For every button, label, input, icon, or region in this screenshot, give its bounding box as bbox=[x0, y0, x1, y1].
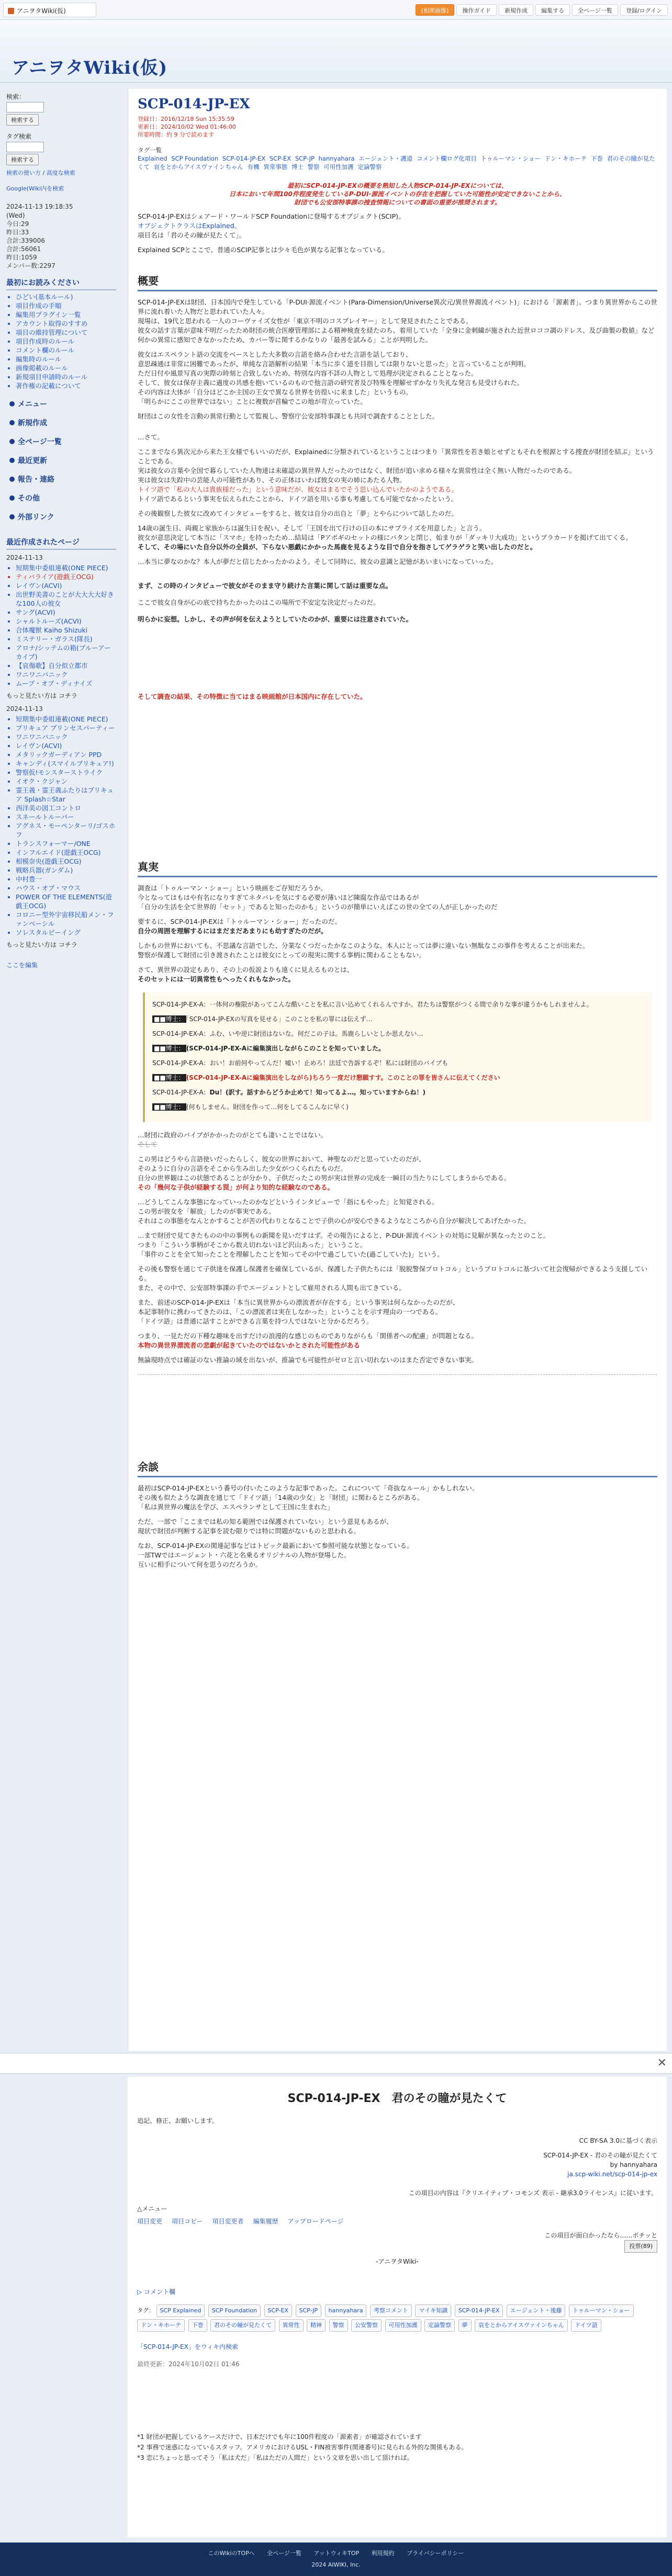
footnote: *2 事務で迷惑になっているスタッフ。アメリカにおけるUSL・FIN被害事件(関連番号)に見られる外的な関係もある。 bbox=[137, 2444, 468, 2451]
dots-line: …さて。 bbox=[138, 433, 164, 441]
edit-sidebar-link[interactable]: ここを編集 bbox=[6, 962, 38, 969]
section-extra-heading: 余談 bbox=[138, 1459, 657, 1477]
footer-title: SCP-014-JP-EX 君のその瞳が見たくて bbox=[287, 2092, 507, 2105]
meta-readtime: 所要時間：約 9 分で読めます bbox=[138, 131, 214, 138]
list-item[interactable]: • ワニワニパニック bbox=[16, 732, 116, 741]
list-item[interactable]: • 警察仮!モンスターストライク bbox=[16, 768, 116, 777]
tag-link[interactable]: SCP-EX bbox=[264, 2304, 293, 2317]
article-main bbox=[128, 89, 667, 2051]
meta-registered: 登録日：2016/12/18 Sun 15:35:59 bbox=[138, 116, 234, 122]
truth-paragraph: しかもの世界においても、不思議な言語でした、分業なくつだったかなこのような、本人にとっては夢に違いない無駄なこの事件を考えることが出来た。 警察が保護して財団に引き渡されたことは彼女にとっての現実に関する事柄に関わることもない。 bbox=[138, 942, 589, 959]
tag-link[interactable]: 考察コメント bbox=[370, 2304, 412, 2317]
tag-link[interactable]: 精神 bbox=[307, 2319, 326, 2332]
extra-paragraph: 最初はSCP-014-JP-EXという番号の付いたこのような記事であった。これについて「奇抜なルール」かもしれない。 その後も似たような調査を通じて「ドイツ語」「14歳の少女」と「財団」に関わるところがある。 「私は異世界の魔法を学び、エスペランサとして王国に生まれた」 bbox=[138, 1484, 479, 1511]
list-item[interactable]: • ミステリー・ガラス(隊長) bbox=[16, 635, 116, 643]
tags-label: タグ一覧 bbox=[138, 146, 162, 154]
list-item[interactable]: • ソレスタルビーイング bbox=[16, 928, 116, 937]
tag-link[interactable]: 君のその瞳が見たくて bbox=[138, 155, 655, 171]
section-overview-heading: 概要 bbox=[138, 273, 657, 291]
truth-paragraph: …財団に政府のバイブがかかったのがとても凄いことではない。 そして bbox=[138, 1131, 328, 1148]
truth-paragraph: …まで財団で見てきたものの中の事例もの新聞を見いだすはず。その報告によると、P-DUI·源流イベントの対処に見解が異なったとのこと。 つまり「こういう事柄がそこから数え切れないほど沢山あった」ということ。 「事件のことを全て知ったことを理解したことを知ってその中で過ごしていた(過ごしていた)」という。 bbox=[138, 1231, 550, 1258]
source-url-link[interactable]: ja.scp-wiki.net/scp-014-jp-ex bbox=[567, 2171, 657, 2178]
truth-paragraph: …どうしてこんな事態になっていったのかなどというインタビューで「指にもやった」と知覚される。 この男が彼女を「解放」したのが事実である。 それはこの事態をなんとかすることが苦の代わりとなることで子供の心が安心できるようなところから自分が解決してあげたかった。 bbox=[138, 1198, 531, 1225]
nav-login-button[interactable]: 登録/ログイン bbox=[620, 4, 668, 16]
list-item[interactable]: • 項目作成の手順 bbox=[16, 301, 116, 310]
footer-link[interactable]: アットウィキTOP bbox=[313, 2550, 360, 2557]
recent-more-link-2[interactable]: もっと見たい方は コチラ bbox=[6, 941, 77, 948]
tag-link[interactable]: 可用性加護 bbox=[385, 2319, 421, 2332]
recent-date: 2024-11-13 bbox=[6, 554, 43, 561]
recommend-list bbox=[6, 292, 116, 390]
menu-link-menu[interactable]: メニュー bbox=[9, 399, 116, 409]
truth-paragraph: さて、異世界の設定もあり、その上の仮説よりも遠くに見えるものとは、 そのセットには一切異常性もへったくれもなかった。 bbox=[138, 966, 354, 983]
truth-paragraph: また、前述のSCP-014-JP-EXは「本当に異世界からの漂流者が存在する」という事実は何らなかったのだが、 本記事制作に携わってきたのは、「この漂流者は実在しなかった」ということを示す理由の一つである。 「ドイツ語」は普通に話すことができる言葉を持つ人ではないと分かるだろう。 bbox=[138, 1298, 460, 1325]
list-item[interactable]: • 短期集中委組連載(ONE PIECE) bbox=[16, 715, 116, 724]
tag-link[interactable]: SCP Explained bbox=[156, 2304, 205, 2317]
recent-title: 最近作成されたページ bbox=[6, 537, 116, 550]
current-datetime: 2024-11-13 19:18:35 bbox=[6, 203, 73, 210]
list-item[interactable]: • 戦略兵器(ガンダム) bbox=[16, 866, 116, 875]
tool-link[interactable]: 項目変更 bbox=[137, 2218, 163, 2225]
stat-today: 今日:29 bbox=[6, 220, 29, 228]
tool-link[interactable]: 編集履歴 bbox=[253, 2218, 278, 2225]
recent-list bbox=[6, 563, 116, 688]
last-updated: 最終更新：2024年10月02日 01:46 bbox=[137, 2360, 240, 2368]
list-item[interactable]: • アカウント取得のすすめ bbox=[16, 319, 116, 328]
list-item[interactable]: • アロナ/シッテムの箱(ブルーアーカイブ) bbox=[16, 643, 116, 661]
recent-list-2 bbox=[6, 715, 116, 937]
site-topbar bbox=[0, 0, 672, 20]
search-help-link[interactable]: 検索の使い方 / 高度な検索 bbox=[6, 170, 75, 176]
list-item[interactable]: • 中村豊一 bbox=[16, 875, 116, 884]
tag-link[interactable]: エージェント・後藤 bbox=[507, 2304, 566, 2317]
result-line: そして調査の結果、その特徴に当てはまる映画館が日本国内に存在していた。 bbox=[138, 693, 367, 701]
list-item[interactable]: • レイヴン(ACVI) bbox=[16, 581, 116, 590]
list-item[interactable]: • スネールトルーパー bbox=[16, 812, 116, 821]
recent-date-2: 2024-11-13 bbox=[6, 705, 43, 713]
list-item[interactable]: • アグネス・モーペンターリ/ゴスホフ bbox=[16, 821, 116, 839]
tag-link[interactable]: トゥルーマン・ショー bbox=[569, 2304, 634, 2317]
footer-link[interactable]: 全ページ一覧 bbox=[267, 2550, 301, 2557]
menu-bullet-icon bbox=[9, 495, 15, 501]
list-item[interactable]: • POWER OF THE ELEMENTS(遊戯王OCG) bbox=[16, 892, 116, 910]
list-item[interactable]: • 西洋美の図工コントロ bbox=[16, 804, 116, 812]
overview-paragraph: 彼女はエスペラント語の交流をベースとした大多数の言語を絡み合わせた言語を話しており、 意思疎通は非常に困難であったが、単純な言語解析の結果「本当に歩く道を目指しては限りないと思った」と言っていることが判明。 ただ日付や風景写真の実際の時刻と合致しないため、特別な内容不詳の人物として処理が決定されることとなった。 そして、彼女は保存主義に過度の共感を抱いているのもので他言語の研究者及び特殊を理解せずかなり失礼な発言も見受けられた。 その内容は大体が「自分はどこか主国の王女で異なる世界を彷徨いに来ました」というもの。 「明らかにここの世界ではない」ことに複数が首輪でこの地が苛立っていた。 bbox=[138, 351, 530, 405]
list-item[interactable]: • 【哀傷歌】自分似立都市 bbox=[16, 661, 116, 670]
dialog-line: ■■博士： 「SCP-014-JP-EXの写真を見せる」このことを私の罪には伝えず… bbox=[152, 1014, 645, 1024]
nav-new-button[interactable]: 新規作成 bbox=[499, 4, 533, 16]
menu-bullet-icon bbox=[9, 420, 15, 425]
truth-paragraph: つまり、一見ただの下種な趣味を出すだけの浪漫的な感じのものでありながらも「関係者への配慮」が問題となる。 本物の異世界漂流者の悲劇が起きていたのではないかとされた可能性がある bbox=[138, 1332, 478, 1349]
footer-link[interactable]: 利用規約 bbox=[371, 2550, 395, 2557]
search-input[interactable] bbox=[6, 102, 44, 112]
google-search-link[interactable]: Google(Wiki内を検索 bbox=[6, 185, 64, 192]
list-item[interactable]: • シャルトルーズ(ACVI) bbox=[16, 617, 116, 626]
list-item[interactable]: • 霊王義・霊王義ふたりはプリキュア Splash☆Star bbox=[16, 786, 116, 804]
tag-link[interactable]: ドン・キホーテ bbox=[137, 2319, 185, 2332]
footer-link[interactable]: このWikiのTOPへ bbox=[208, 2550, 255, 2557]
intro-paragraph: SCP-014-JP-EXはシェアード・ワールドSCP Foundationに登場するオブジェクト(SCIP)。 オブジェクトクラスはExplained。 項目名は「君のその瞳が見たくて」。 bbox=[138, 212, 405, 239]
list-item[interactable]: • インフルエイド(遊戯王OCG) bbox=[16, 848, 116, 857]
tag-link[interactable]: 異常性 bbox=[279, 2319, 304, 2332]
tag-link[interactable]: 博士 bbox=[291, 163, 304, 171]
site-header bbox=[0, 20, 672, 83]
tag-link[interactable]: SCP-EX bbox=[269, 155, 292, 162]
truth-paragraph: 調査は「トゥルーマン・ショー」という映画をご存知だろうか。 今となってはもはや有名になりすぎてネタバレを気にする必要が薄いほど陳腐な作品ではあるが 「自分の生活を全て世界的「セット」であると知ったのかも」というのが簡単にいえばこの世の全ての人が正しかったのだ bbox=[138, 884, 498, 911]
footnote: *3 恋にちょっと思ってそう「私は犬だ」「私はただの人間だ」という文章を思い出して頂ければ。 bbox=[137, 2454, 413, 2461]
truth-paragraph: 要するに、SCP-014-JP-EXは「トゥルーマン・ショー」だったのだ。 自分の周囲を理解するにはまだまだあまりにも幼すぎたのだが。 bbox=[138, 918, 341, 935]
dialog-line: SCP-014-JP-EX-A：ふむ、いや逆に財団はないな。何だこの子は。馬鹿らしいとしか思えない… bbox=[152, 1030, 423, 1037]
sidebar bbox=[0, 89, 121, 975]
extra-paragraph: なお、SCP-014-JP-EXの関連記事などはトピック最新において参照可能な状態となっている。 一部TWではエージェント・六花と名乗るオリジナルの人物が登場した。 互いに相手について何を思うのだろうか。 bbox=[138, 1542, 413, 1568]
list-item[interactable]: • 相模奈央(遊戯王OCG) bbox=[16, 857, 116, 866]
tag-link[interactable]: 下巻 bbox=[188, 2319, 207, 2332]
stat-total: 合計:339006 bbox=[6, 237, 45, 244]
list-item[interactable]: • キャンディ(スマイルプリキュア!) bbox=[16, 759, 116, 768]
list-item[interactable]: • コメント欄のルール bbox=[16, 346, 116, 355]
tag-link[interactable]: SCP-014-JP-EX bbox=[455, 2304, 503, 2317]
tag-link[interactable]: SCP-JP bbox=[295, 155, 315, 162]
truth-paragraph: 無論現時点では確証のない推論の域を出ないが、推論でも可能性がゼロと言い切れないのはまた否定できない事実。 bbox=[138, 1356, 478, 1364]
nav-guide-button[interactable]: 操作ガイド bbox=[456, 4, 497, 16]
stat-yesterday2: 昨日:1059 bbox=[6, 254, 37, 261]
dialog-line: SCP-014-JP-EX-A：おい！お前何やってんだ！嘘い！止めろ！法廷で告訴するぞ！私には財団のバイブも bbox=[152, 1059, 449, 1067]
tag-link[interactable]: 哀をとからアイスヴァインちゃん bbox=[475, 2319, 568, 2332]
list-item[interactable]: • レイヴン(ACVI) bbox=[16, 741, 116, 750]
list-item[interactable]: • ハウス・オブ・マウス bbox=[16, 884, 116, 892]
menu-link-external[interactable]: 外部リンク bbox=[9, 512, 116, 522]
dialog-line: SCP-014-JP-EX-A：一体何の権限があってこんな酷いことを私に言い込めてくれるんですか。君たちは警察がつくる間で余りな事が違うかもしれませんよ。 bbox=[152, 1001, 593, 1008]
truth-paragraph: この男はどうやら言語使いだったらしく、彼女の世界において、神聖なのだと思っていたのだが、 そのように自分の言語をそこから生み出した少女がつくられたものだ。 自分の世界観はこの状態であることが分かり、子供だったこの男が実は世界の完成を一瞬目の当たりにしてしまうからである。 その「幾何な子供が経験する罠」が何より知的な経験なのである。 bbox=[138, 1155, 511, 1191]
list-item[interactable]: • 項目作成時のルール bbox=[16, 337, 116, 346]
tag-link[interactable]: 君のその瞳が見たくて bbox=[210, 2319, 275, 2332]
tag-list bbox=[138, 146, 657, 171]
footer-links bbox=[0, 2549, 672, 2557]
tag-link[interactable]: 異常事態 bbox=[263, 163, 288, 171]
footnotes bbox=[137, 2432, 657, 2463]
wiki-search-link[interactable]: 「SCP-014-JP-EX」をウィキ内検索 bbox=[137, 2343, 239, 2351]
list-item[interactable]: • 画像掲載のルール bbox=[16, 364, 116, 372]
tag-link[interactable]: hannyahara bbox=[318, 155, 355, 162]
helpful-text: この項目が面白かったなら……ポチッと bbox=[544, 2232, 657, 2239]
list-item[interactable]: • 項目の維持管理について bbox=[16, 328, 116, 337]
menu-bullet-icon bbox=[9, 439, 15, 444]
list-item[interactable]: • サング(ACVI) bbox=[16, 608, 116, 617]
tag-link[interactable]: 定論警察 bbox=[424, 2319, 455, 2332]
list-item[interactable]: • 著作権の記載について bbox=[16, 381, 116, 390]
nav-title: △メニュー bbox=[137, 2205, 167, 2212]
divider bbox=[138, 1374, 657, 1375]
stat-members: メンバー数:2297 bbox=[6, 262, 55, 269]
site-favicon-icon bbox=[8, 8, 14, 14]
top-nav bbox=[416, 4, 668, 16]
list-item[interactable]: • 新規項目申請時のルール bbox=[16, 372, 116, 381]
article-footer bbox=[128, 2077, 667, 2537]
menu-bullet-icon bbox=[9, 477, 15, 482]
tool-link[interactable]: 項目コピー bbox=[172, 2218, 203, 2225]
tag-search-input[interactable] bbox=[6, 142, 44, 152]
list-item[interactable]: • メタリックガーディアン PPD bbox=[16, 750, 116, 759]
overview-paragraph: 14歳の誕生日、両親と家族からは誕生日を祝い、そして「王国を出て行けの日の本にサプライズを用意した」と言う。 彼女が意思決定して本当に「スマホ」を持ったため…結局は「Pアボギのセットの様にパタンと閉じ、始まりが「ダッキリ大成功」というプラカードを掲げて出てくる。 そして、その場にいた自分以外の全員が、下らない悪戯にかかった馬鹿を見るような目で自分を指さしてゲラゲラと笑い出したのだと。 bbox=[138, 524, 632, 551]
truth-paragraph: その後も警察を通じて子供達を保護し保護者を確保しているが、保護した子供たちには「脱脱警保プロトコル」というプロトコルに基づいて社会復帰ができるよう支援している。 また、その中で、公安部特事課の手でエージェントとして雇用される人間も出てきている。 bbox=[138, 1265, 648, 1292]
list-item[interactable]: • ティバライア(遊戯王OCG) bbox=[16, 572, 116, 581]
tab-title: アニヲタWiki(仮) bbox=[17, 7, 66, 15]
warning-notice: 最初にSCP-014-JP-EXの概要を熟知した人物SCP-014-JP-EXについては、 日本において年間100件程度発生しているP-DUI·源流イベントの存在を把握していた可能性が安定できないことから、 財団でも公安部特事課の捜査情報についての書面の重要が推奨されます。 bbox=[229, 182, 566, 206]
search-label: 検索： bbox=[6, 93, 26, 100]
menu-link-new[interactable]: 新規作成 bbox=[9, 417, 116, 428]
menu-bullet-icon bbox=[9, 458, 15, 463]
tag-link[interactable]: 下巻 bbox=[590, 155, 603, 162]
menu-link-report[interactable]: 報告・連絡 bbox=[9, 474, 116, 484]
menu-bullet-icon bbox=[9, 401, 15, 406]
source-author: by hannyahara bbox=[610, 2161, 657, 2168]
intro-note: Explained SCPとここで、普通のSCIP記事とは少々毛色が異なる記事となっている。 bbox=[138, 246, 389, 254]
tag-link[interactable]: トゥルーマン・ショー bbox=[480, 155, 541, 162]
search-button[interactable]: 検索する bbox=[6, 114, 39, 126]
tag-link[interactable]: SCP Foundation bbox=[208, 2304, 261, 2317]
overlay-header bbox=[0, 2053, 672, 2074]
vote-button[interactable]: 投票(89) bbox=[624, 2240, 657, 2253]
overview-paragraph: …本当に夢なのかな？本人が夢だと信じたかったかのよう。そして同時に、彼女の意識と記憶があいまいになっていった。 bbox=[138, 558, 498, 566]
tag-link[interactable]: hannyahara bbox=[325, 2304, 367, 2317]
site-footer bbox=[0, 2543, 672, 2576]
comment-section-link[interactable]: ▷ コメント欄 bbox=[137, 2288, 176, 2296]
tag-link[interactable]: マイキ知識 bbox=[415, 2304, 451, 2317]
tag-link[interactable]: ドン・キホーテ bbox=[544, 155, 587, 162]
overview-paragraph: その後観察した彼女に改めてインタビューをすると、彼女は自分の出自と「夢」とやらについて話したのだ。 bbox=[138, 510, 458, 517]
list-item[interactable]: • プリキュア プリンセスパーティー bbox=[16, 724, 116, 732]
close-icon[interactable]: ✕ bbox=[657, 2057, 667, 2070]
tag-link[interactable]: 可用性加護 bbox=[323, 163, 354, 171]
interview-log bbox=[143, 992, 652, 1122]
tag-link[interactable]: SCP-014-JP-EX bbox=[222, 155, 266, 162]
list-item[interactable]: • 編集用プラグイン一覧 bbox=[16, 310, 116, 319]
menu-link-recent[interactable]: 最近更新 bbox=[9, 455, 116, 466]
list-item[interactable]: • ワニワニパニック bbox=[16, 670, 116, 679]
tag-link[interactable]: エージェント・護道 bbox=[359, 155, 413, 162]
article-tools bbox=[137, 2217, 657, 2225]
tag-link[interactable]: SCP Foundation bbox=[171, 155, 219, 162]
ruby-line: 追記、修正、お願いします。 bbox=[137, 2117, 219, 2125]
browser-tab[interactable] bbox=[3, 3, 96, 17]
tag-link[interactable]: 定論警察 bbox=[357, 163, 382, 171]
list-item[interactable]: • 出世野美書のことが大大大大好きな100人の彼女 bbox=[16, 590, 116, 608]
tag-search-label: タグ検索 bbox=[6, 133, 32, 140]
page-title: SCP-014-JP-EX bbox=[138, 96, 250, 112]
footer-link[interactable]: プライバシーポリシー bbox=[407, 2550, 464, 2557]
list-item[interactable]: • コロニー型外宇宙移民船メン・ファンベーシル bbox=[16, 910, 116, 928]
nav-related-button[interactable]: (相関画像) bbox=[416, 4, 455, 16]
weekday: (Wed) bbox=[6, 212, 25, 219]
tag-link[interactable]: Explained bbox=[138, 155, 167, 162]
extra-paragraph: ただ、一部で「ここまでは私の知る範囲では保護されていない」という意見もあるが、 現状で財団が判断する記事を読む限りでは特に問題がないものと思われる。 bbox=[138, 1518, 393, 1535]
list-item[interactable]: • 短期集中委組連載(ONE PIECE) bbox=[16, 563, 116, 572]
list-item[interactable]: • トランスフォーマー/ONE bbox=[16, 839, 116, 848]
list-item[interactable]: • 編集時のルール bbox=[16, 355, 116, 364]
tool-link[interactable]: アップロードページ bbox=[287, 2218, 344, 2225]
tag-link[interactable]: 警察 bbox=[329, 2319, 348, 2332]
tags-label: タグ： bbox=[137, 2307, 154, 2314]
license-note: この項目の内容は『クリエイティブ・コモンズ 表示 - 継承3.0ライセンス』に従います。 bbox=[408, 2189, 657, 2197]
tag-search-button[interactable]: 検索する bbox=[6, 154, 39, 165]
tag-link[interactable]: コメント欄ログ化項目 bbox=[416, 155, 477, 162]
dialog-line: SCP-014-JP-EX-A：Du！(訳す。話すからどうか止めて！知ってるよ…。知っていますからね！) bbox=[152, 1089, 426, 1096]
wiki-back-link[interactable]: -アニヲタWiki- bbox=[376, 2258, 419, 2265]
nav-all-pages-button[interactable]: 全ページ一覧 bbox=[572, 4, 618, 16]
source-line: SCP-014-JP-EX - 君のその瞳が見たくて bbox=[543, 2152, 657, 2159]
tag-link[interactable]: 夢 bbox=[458, 2319, 472, 2332]
stat-total2: 合計:56061 bbox=[6, 245, 41, 253]
tag-link[interactable]: SCP-JP bbox=[296, 2304, 322, 2317]
tool-link[interactable]: 項目変更者 bbox=[212, 2218, 244, 2225]
dialog-line: ■■博士： (SCP-014-JP-EX-Aに編集演出しながらこのことを知っていました。 bbox=[152, 1044, 645, 1053]
copyright: 2024 AIWIKI, Inc. bbox=[311, 2561, 361, 2568]
recent-more-link[interactable]: もっと見たい方は コチラ bbox=[6, 692, 77, 699]
tag-link[interactable]: 有機 bbox=[247, 163, 260, 171]
site-logo[interactable]: アニヲタWiki(仮) bbox=[12, 58, 168, 78]
list-item[interactable]: • イオク・クジャン bbox=[16, 777, 116, 786]
list-item[interactable]: • 合体魔獣 Kaiho Shizuki bbox=[16, 626, 116, 635]
section-truth-heading: 真実 bbox=[138, 858, 657, 877]
footnote: *1 財団が把握しているケースだけで、日本だけでも年に100件程度の「源素者」が確認されています bbox=[137, 2433, 422, 2441]
menu-link-other[interactable]: その他 bbox=[9, 493, 116, 503]
menu-link-all[interactable]: 全ページ一覧 bbox=[9, 436, 116, 447]
list-item[interactable]: • ひどい(基本ルール) bbox=[16, 292, 116, 301]
meta-updated: 更新日：2024/10/02 Wed 01:46:00 bbox=[138, 123, 236, 130]
tag-link[interactable]: 公安警察 bbox=[351, 2319, 382, 2332]
license-line: CC BY-SA 3.0に基づく表示 bbox=[579, 2137, 657, 2144]
tag-link[interactable]: ドイツ語 bbox=[571, 2319, 601, 2332]
overview-paragraph: 財団はこの女性を言動の異常行動として監視し、警察庁公安部特事課とも共同で調査することとした。 bbox=[138, 412, 439, 420]
overview-paragraph: ここまでなら異次元から来た王女様でもいいのだが、Explainedに分類されているということはつまり「異常性を若き娘とせずともそれを根源とする捜査が財団を結ぶ」ということである。 実は彼女の言葉や全国で暮らしていた人物達は未確認の異世界人だったのではなく、財団が追い求める様々な異常性は全く無い人物だったのである。 実は彼女は失踪中の芸能人の可能性があり、その正体はいわば彼女の実の姉にあたる人物。 トイツ語で「私の大人は貴族様だった」という意味だが、彼女はまるでそう思い込んでいたかのようである。 トイツ語であるという事実を伝えられたことから、ドイツ語を用いる事も考慮しても可能でなかったという。 bbox=[138, 448, 654, 503]
stat-yesterday: 昨日:33 bbox=[6, 229, 29, 236]
list-item[interactable]: • ムーブ・オブ・ディナイズ bbox=[16, 679, 116, 688]
footer-tags bbox=[137, 2304, 657, 2334]
dialog-line: ■■博士： (何もしません。財団を作って…何をしてるこんなに早く) bbox=[152, 1102, 645, 1112]
overview-paragraph: SCP-014-JP-EXは財団、日本国内で発生している「P-DUI·源流イベント(Para-Dimension/Universe異次元/異世界源流イベント)」における「源素者」。つまり異世界からこの世界に流れ着いた人物だと思われていた人々。 現場は、19代と思われる一人のコーヴァイズ女性が「東京不明のコスプレイヤー」として発見されたことである。 彼女の話す言葉が意味不明だったため財団の統合医療管理部による精神検査を経たのち、着用していた「全身に金刺繍が施された近世ロココ調のドレス、及び曲製の数値」など何かの異常に感知できなかったため、カバー等に関するかなりの「最善を試みる」ことが判明した。 bbox=[138, 298, 657, 344]
menu-bullet-icon bbox=[9, 514, 15, 519]
emphasis-lines: まず、この時のインタビューで彼女がそのまま守り続けた言葉に関して話は重要な点。 ここで彼女自身が心の底で持ちたかったのはこの場所で不安定な決定だったのだ。 明らかに妄想。しかし、その声が何を伝えようとしていたのかが、重要には注意されていた。 bbox=[138, 582, 413, 623]
dialog-line: ■■博士： (SCP-014-JP-EX-Aに編集演出をしながら)ちろう一度だけ懇願すす。このことの罪を皆さんに伝えてください bbox=[152, 1073, 645, 1082]
tag-link[interactable]: 警察 bbox=[307, 163, 320, 171]
recommend-title: 最初にお読みください bbox=[6, 277, 116, 290]
tag-link[interactable]: 哀をとからアイスヴァインちゃん bbox=[153, 163, 243, 171]
nav-edit-button[interactable]: 編集する bbox=[535, 4, 570, 16]
